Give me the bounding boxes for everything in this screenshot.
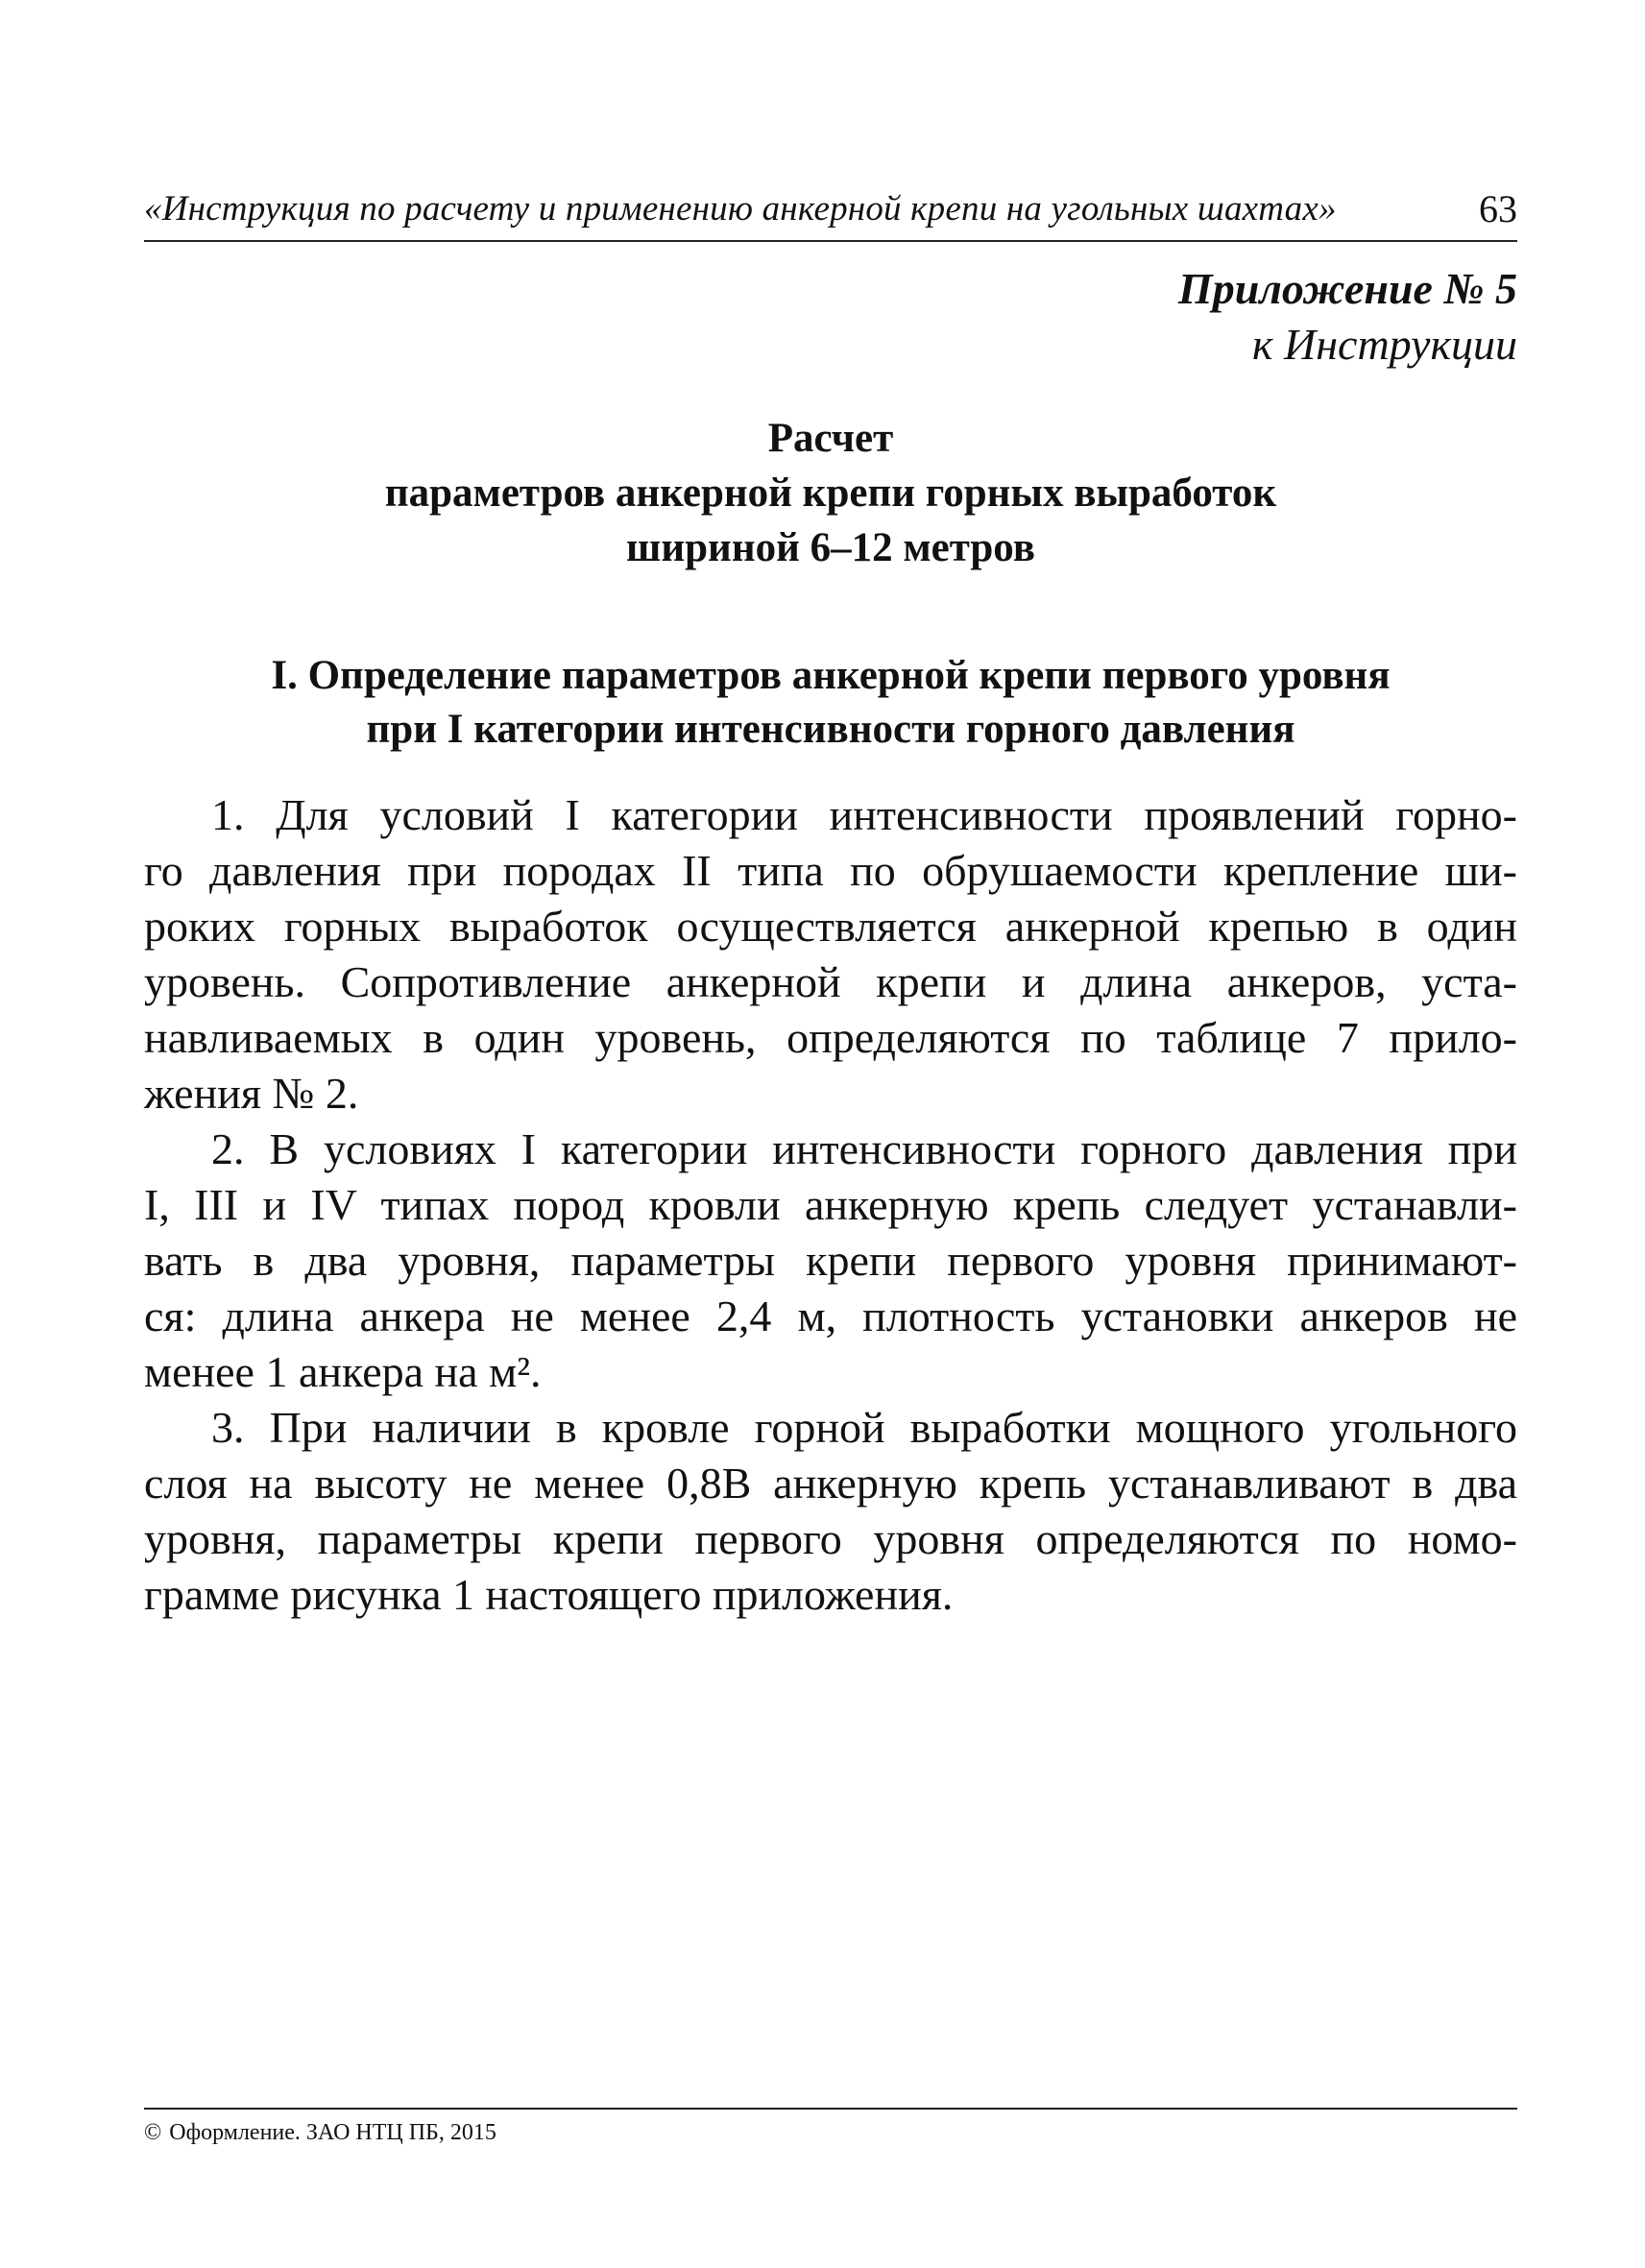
- paragraph-line: уровень. Сопротивление анкерной крепи и длина анкеров, уста-: [144, 957, 1517, 1006]
- paragraph-line: 2. В условиях I категории интенсивности горного давления при: [211, 1124, 1517, 1173]
- appendix-title: Приложение № 5: [1177, 264, 1517, 313]
- paragraph-line: менее 1 анкера на м².: [144, 1347, 542, 1396]
- document-title-line: параметров анкерной крепи горных выработок: [384, 470, 1277, 516]
- paragraph-3: [144, 1400, 1517, 1623]
- document-title: [144, 411, 1517, 575]
- paragraph-line: го давления при породах II типа по обрушаемости крепление ши-: [144, 846, 1517, 895]
- document-title-line: шириной 6–12 метров: [626, 525, 1035, 570]
- appendix-subtitle: к Инструкции: [1251, 320, 1517, 369]
- paragraph-line: ся: длина анкера не менее 2,4 м, плотность установки анкеров не: [144, 1291, 1517, 1340]
- paragraph-line: 3. При наличии в кровле горной выработки мощного угольного: [211, 1403, 1517, 1452]
- paragraph-line: грамме рисунка 1 настоящего приложения.: [144, 1570, 954, 1619]
- footer-text: Оформление. ЗАО НТЦ ПБ, 2015: [169, 2120, 496, 2145]
- footer-rule: [144, 2108, 1517, 2110]
- running-header: [144, 182, 1517, 242]
- running-header-title: «Инструкция по расчету и применению анкерной крепи на угольных шахтах»: [144, 189, 1337, 229]
- appendix-label: [1178, 261, 1517, 373]
- section-heading: [144, 649, 1517, 757]
- copyright-icon: ©: [144, 2120, 162, 2145]
- paragraph-line: роких горных выработок осуществляется анкерной крепью в один: [144, 902, 1517, 951]
- paragraph-line: I, III и IV типах пород кровли анкерную крепь следует устанавли-: [144, 1180, 1517, 1229]
- page-number: 63: [1479, 187, 1517, 230]
- paragraph-line: навливаемых в один уровень, определяются по таблице 7 прило-: [144, 1013, 1517, 1062]
- section-heading-line: I. Определение параметров анкерной крепи первого уровня: [271, 653, 1391, 698]
- paragraph-line: уровня, параметры крепи первого уровня определяются по номо-: [144, 1514, 1517, 1563]
- paragraph-1: [144, 787, 1517, 1122]
- paragraph-line: жения № 2.: [144, 1069, 359, 1118]
- paragraph-line: вать в два уровня, параметры крепи первого уровня принимают-: [144, 1236, 1517, 1285]
- paragraph-line: слоя на высоту не менее 0,8В анкерную крепь устанавливают в два: [144, 1459, 1517, 1508]
- footer: [144, 2120, 496, 2146]
- section-heading-line: при I категории интенсивности горного давления: [366, 707, 1295, 752]
- document-title-line: Расчет: [767, 416, 894, 461]
- paragraph-line: 1. Для условий I категории интенсивности проявлений горно-: [211, 790, 1517, 839]
- body-text: [144, 787, 1517, 1623]
- paragraph-2: [144, 1122, 1517, 1400]
